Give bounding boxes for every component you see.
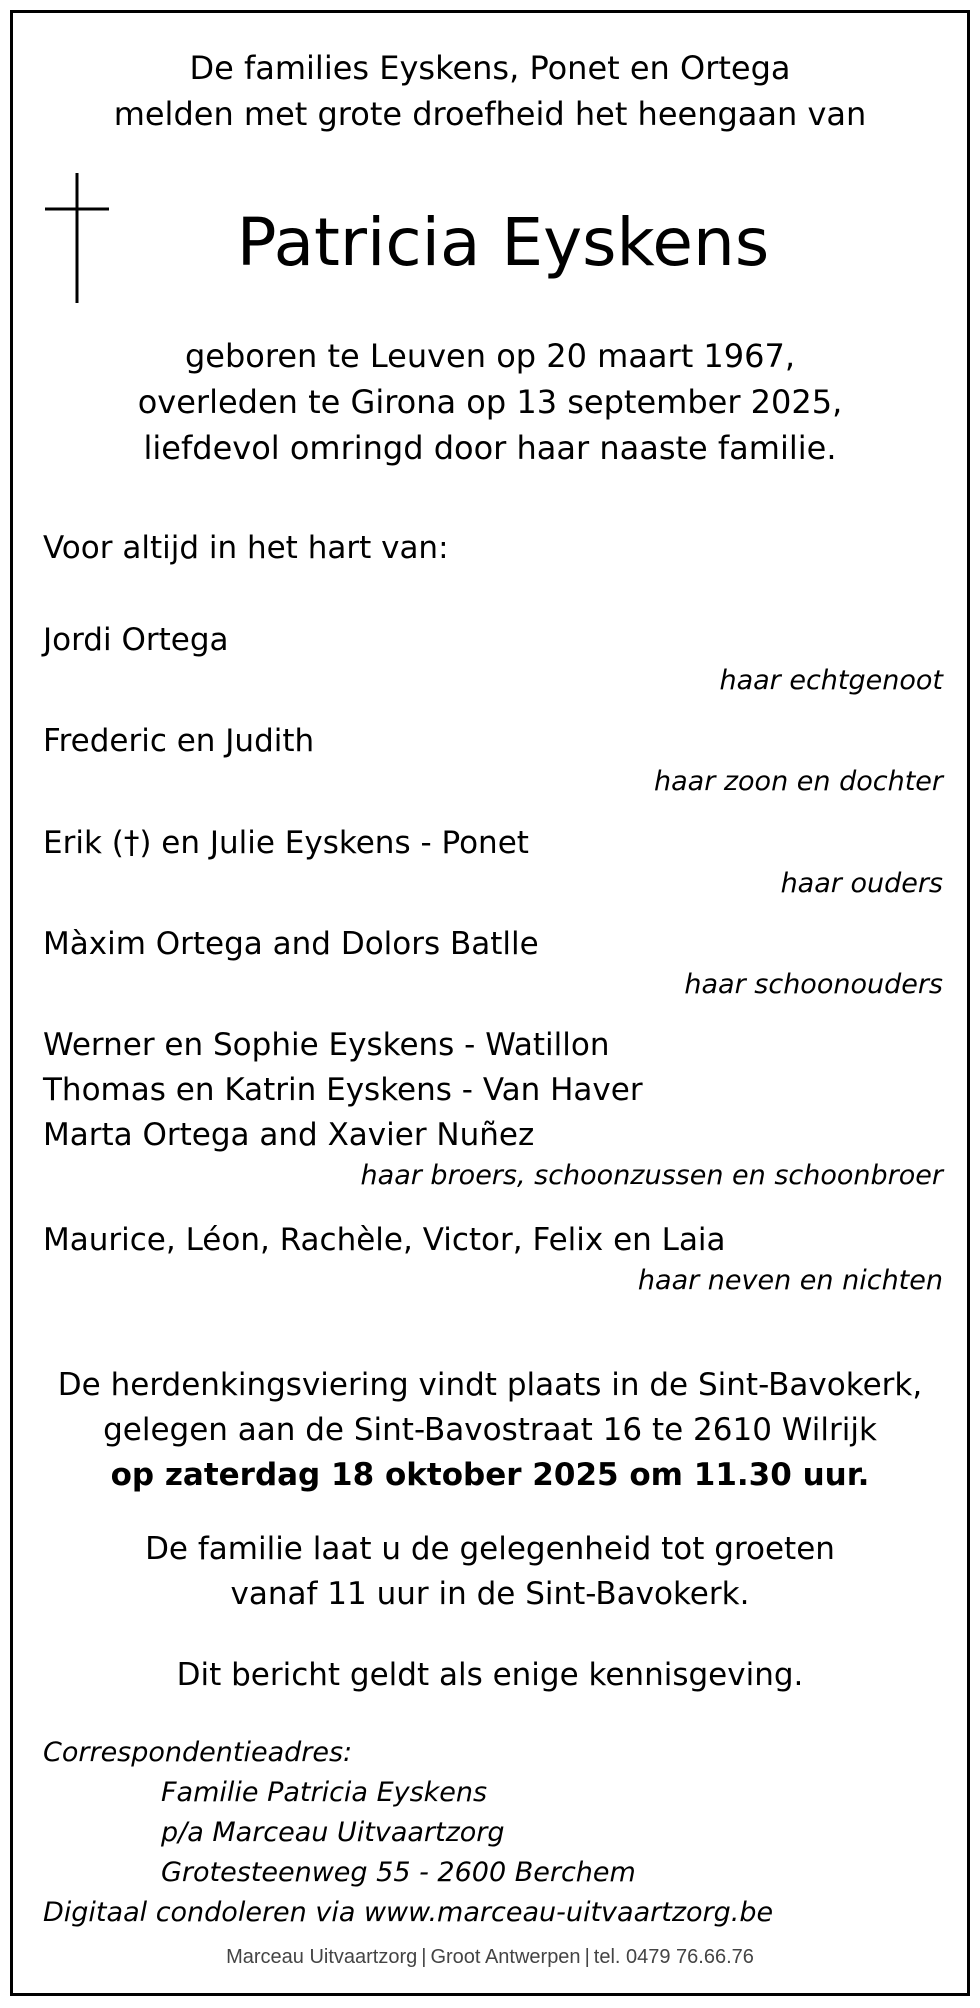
notice-line: Dit bericht geldt als enige kennisgeving. bbox=[176, 1657, 804, 1693]
greet-block bbox=[13, 1527, 967, 1617]
footer-region: Groot Antwerpen bbox=[430, 1946, 581, 1968]
greet-line-2: vanaf 11 uur in de Sint-Bavokerk. bbox=[230, 1576, 750, 1612]
family-relation: haar echtgenoot bbox=[719, 665, 943, 696]
family-names: Màxim Ortega and Dolors Batlle bbox=[43, 926, 539, 962]
family-relation: haar neven en nichten bbox=[637, 1265, 943, 1296]
family-group bbox=[43, 821, 943, 902]
birth-death-block bbox=[13, 333, 967, 471]
greet-line-1: De familie laat u de gelegenheid tot groeten bbox=[145, 1531, 835, 1567]
family-names: Thomas en Katrin Eyskens - Van Haver bbox=[43, 1072, 643, 1108]
footer bbox=[13, 1943, 967, 1971]
family-relation: haar ouders bbox=[780, 868, 943, 899]
birth-line: geboren te Leuven op 20 maart 1967, bbox=[184, 337, 796, 375]
service-block bbox=[13, 1363, 967, 1498]
condolence-link[interactable]: Digitaal condoleren via www.marceau-uitvaartzorg.be bbox=[43, 1897, 774, 1928]
family-group bbox=[43, 1023, 943, 1194]
family-group bbox=[43, 1218, 943, 1299]
footer-separator: | bbox=[584, 1946, 590, 1968]
notice-content bbox=[13, 13, 967, 1993]
family-names: Frederic en Judith bbox=[43, 723, 315, 759]
correspondence-block bbox=[43, 1733, 943, 1933]
family-group bbox=[43, 719, 943, 800]
family-names: Maurice, Léon, Rachèle, Victor, Felix en Laia bbox=[43, 1222, 726, 1258]
notice-frame bbox=[10, 10, 970, 1996]
deceased-name: Patricia Eyskens bbox=[236, 204, 770, 281]
family-group bbox=[43, 922, 943, 1003]
family-relation: haar zoon en dochter bbox=[653, 766, 943, 797]
correspondence-care-of: p/a Marceau Uitvaartzorg bbox=[161, 1817, 505, 1848]
intro-line-1: De families Eyskens, Ponet en Ortega bbox=[189, 49, 791, 87]
service-line-2: gelegen aan de Sint-Bavostraat 16 te 2610 Wilrijk bbox=[103, 1412, 877, 1448]
intro-block bbox=[13, 45, 967, 137]
family-names: Jordi Ortega bbox=[43, 622, 229, 658]
surrounded-line: liefdevol omringd door haar naaste familie. bbox=[143, 429, 837, 467]
family-names: Werner en Sophie Eyskens - Watillon bbox=[43, 1027, 610, 1063]
family-names: Erik (†) en Julie Eyskens - Ponet bbox=[43, 825, 529, 861]
footer-separator: | bbox=[421, 1946, 427, 1968]
family-relation: haar broers, schoonzussen en schoonbroer bbox=[360, 1160, 943, 1191]
footer-phone: tel. 0479 76.66.76 bbox=[593, 1946, 754, 1968]
family-names: Marta Ortega and Xavier Nuñez bbox=[43, 1117, 535, 1153]
correspondence-label: Correspondentieadres: bbox=[43, 1737, 353, 1768]
correspondence-name: Familie Patricia Eyskens bbox=[161, 1777, 488, 1808]
family-group bbox=[43, 618, 943, 699]
death-line: overleden te Girona op 13 september 2025, bbox=[137, 383, 843, 421]
family-relation: haar schoonouders bbox=[684, 969, 943, 1000]
heart-intro: Voor altijd in het hart van: bbox=[43, 530, 449, 566]
correspondence-address: Grotesteenweg 55 - 2600 Berchem bbox=[161, 1857, 636, 1888]
service-date: op zaterdag 18 oktober 2025 om 11.30 uur. bbox=[110, 1457, 870, 1493]
intro-line-2: melden met grote droefheid het heengaan van bbox=[113, 95, 867, 133]
cross-icon bbox=[45, 173, 109, 303]
footer-company: Marceau Uitvaartzorg bbox=[226, 1946, 418, 1968]
service-line-1: De herdenkingsviering vindt plaats in de Sint-Bavokerk, bbox=[57, 1367, 923, 1403]
